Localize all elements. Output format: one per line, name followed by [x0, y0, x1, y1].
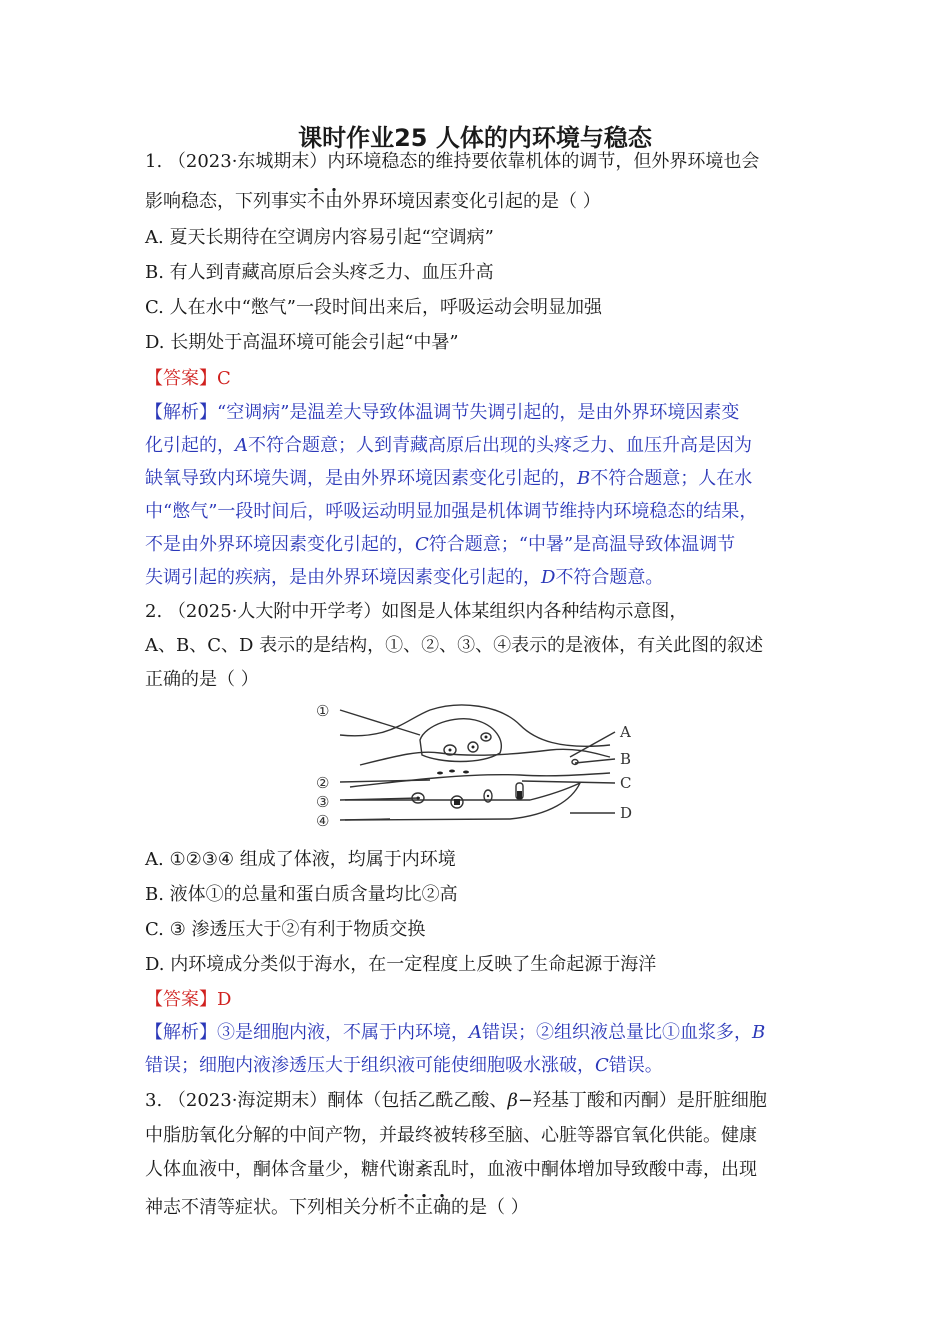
- q1-option-d: D. 长期处于高温环境可能会引起“中暑”: [145, 332, 459, 353]
- q1-stem-text: 影响稳态，下列事实: [145, 191, 307, 212]
- q2-option-d: D. 内环境成分类似于海水，在一定程度上反映了生命起源于海洋: [145, 954, 657, 975]
- analysis-letter: C: [415, 534, 429, 555]
- leader-line-4: [340, 819, 390, 820]
- analysis-text: 符合题意；“中暑”是高温导致体温调节: [428, 534, 736, 555]
- leader-line-c: [522, 781, 615, 783]
- analysis-text: 缺氧导致内环境失调，是由外界环境因素变化引起的，: [145, 468, 577, 489]
- q1-analysis-line2: [145, 434, 752, 458]
- q1-option-c: C. 人在水中“憋气”一段时间出来后，呼吸运动会明显加强: [145, 297, 602, 318]
- diagram-label-c: C: [620, 774, 632, 792]
- q1-emphasis-char: 由: [325, 191, 343, 212]
- q2-answer: [145, 988, 231, 1012]
- cell-a-outline: [340, 705, 610, 746]
- answer-tag: 【答案】: [145, 368, 217, 389]
- q1-stem-line2: [145, 190, 601, 214]
- q1-emphasis-char: 不: [307, 191, 325, 212]
- analysis-tag: 【解析】: [145, 1022, 217, 1043]
- diagram-label-b: B: [620, 750, 632, 768]
- answer-value: C: [217, 368, 231, 389]
- diagram-label-a: A: [620, 723, 631, 741]
- answer-value: D: [217, 989, 232, 1010]
- q2-stem-line1: 2. （2025·人大附中开学考）如图是人体某组织内各种结构示意图，: [145, 601, 688, 622]
- q1-stem-text: 外界环境因素变化引起的是（ ）: [343, 191, 601, 212]
- vessel-wall-lower: [350, 773, 610, 787]
- leader-line-2: [340, 780, 430, 782]
- q2-stem-line2: A、B、C、D 表示的是结构，①、②、③、④表示的是液体，有关此图的叙述: [145, 635, 764, 656]
- leader-line-1: [340, 710, 420, 735]
- q3-stem-line4: [145, 1196, 529, 1220]
- q1-stem-line1: 1. （2023·东城期末）内环境稳态的维持要依靠机体的调节，但外界环境也会: [145, 151, 760, 172]
- analysis-letter: A: [235, 435, 248, 456]
- analysis-text: 错误；细胞内液渗透压大于组织液可能使细胞吸水涨破，: [145, 1055, 595, 1076]
- q2-analysis-line1: [145, 1021, 765, 1045]
- analysis-text: ③是细胞内液，不属于内环境，: [217, 1022, 469, 1043]
- analysis-text: 化引起的，: [145, 435, 235, 456]
- q3-stem-text: 的是（ ）: [451, 1197, 529, 1218]
- q3-stem-text: 神志不清等症状。下列相关分析: [145, 1197, 397, 1218]
- analysis-text: “空调病”是温差大导致体温调节失调引起的，是由外界环境因素变: [217, 402, 740, 423]
- analysis-tag: 【解析】: [145, 402, 217, 423]
- analysis-text: 不符合题意；人到青藏高原后出现的头疼乏力、血压升高是因为: [248, 435, 752, 456]
- cell: [572, 760, 578, 765]
- analysis-text: 错误。: [608, 1055, 663, 1076]
- analysis-text: 不符合题意。: [555, 567, 664, 588]
- q1-analysis-line1: [145, 401, 739, 425]
- answer-tag: 【答案】: [145, 989, 217, 1010]
- q2-option-b: B. 液体①的总量和蛋白质含量均比②高: [145, 884, 458, 905]
- diagram-label-4: ④: [316, 812, 330, 830]
- q1-analysis-line3: [145, 467, 752, 491]
- page-title: 课时作业25 人体的内环境与稳态: [298, 124, 652, 152]
- q3-stem-line1: [145, 1089, 767, 1113]
- q1-analysis-line4: 中“憋气”一段时间后，呼吸运动明显加强是机体调节维持内环境稳态的结果，: [145, 501, 758, 522]
- diagram-label-3: ③: [316, 793, 330, 811]
- q1-answer: [145, 367, 231, 391]
- diagram-label-2: ②: [316, 774, 330, 792]
- q2-option-a: A. ①②③④ 组成了体液，均属于内环境: [145, 849, 456, 870]
- q3-emphasis-char: 确: [433, 1197, 451, 1218]
- analysis-letter: B: [577, 468, 591, 489]
- analysis-text: 不符合题意；人在水: [590, 468, 753, 489]
- q3-emphasis-char: 正: [415, 1197, 433, 1218]
- tissue-structure-diagram: [310, 695, 650, 835]
- q3-emphasis-char: 不: [397, 1197, 415, 1218]
- analysis-letter: B: [752, 1022, 766, 1043]
- q1-analysis-line6: [145, 566, 663, 590]
- q2-stem-line3: 正确的是（ ）: [145, 669, 259, 690]
- analysis-letter: C: [595, 1055, 609, 1076]
- diagram-label-d: D: [620, 804, 633, 822]
- analysis-text: 失调引起的疾病，是由外界环境因素变化引起的，: [145, 567, 541, 588]
- q3-beta-symbol: β: [507, 1090, 518, 1111]
- q3-stem-text: −羟基丁酸和丙酮）是肝脏细胞: [517, 1090, 767, 1111]
- q2-analysis-line2: [145, 1054, 663, 1078]
- q1-option-b: B. 有人到青藏高原后会头疼乏力、血压升高: [145, 262, 494, 283]
- q1-analysis-line5: [145, 533, 735, 557]
- analysis-text: 不是由外界环境因素变化引起的，: [145, 534, 415, 555]
- q3-stem-text: 3. （2023·海淀期末）酮体（包括乙酰乙酸、: [145, 1090, 508, 1111]
- q2-option-c: C. ③ 渗透压大于②有利于物质交换: [145, 919, 426, 940]
- analysis-letter: A: [469, 1022, 482, 1043]
- q1-option-a: A. 夏天长期待在空调房内容易引起“空调病”: [145, 227, 494, 248]
- analysis-letter: D: [541, 567, 556, 588]
- q3-stem-line3: 人体血液中，酮体含量少，糖代谢紊乱时，血液中酮体增加导致酸中毒，出现: [145, 1159, 757, 1180]
- leader-line-b: [575, 759, 615, 763]
- q3-stem-line2: 中脂肪氧化分解的中间产物，并最终被转移至脑、心脏等器官氧化供能。健康: [145, 1125, 757, 1146]
- diagram-label-1: ①: [316, 702, 330, 720]
- analysis-text: 错误；②组织液总量比①血浆多，: [482, 1022, 752, 1043]
